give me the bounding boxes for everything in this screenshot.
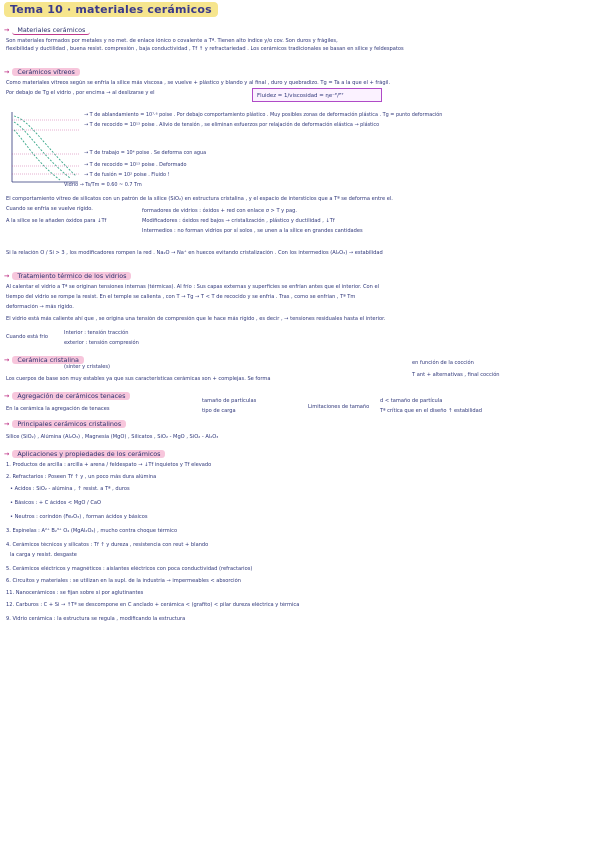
brace-text: T ant + alternativas , final cocción [412, 372, 500, 378]
text-line: Cuando está frío [6, 334, 49, 340]
brace-text: formadores de vidrios : óxidos + red con enlace σ > T y pag. [142, 208, 298, 214]
graph-curve [14, 116, 76, 176]
text-line: El vidrio está más caliente ahí que , se origina una tensión de compresión que le hace más rígido , es decir , → tensiones residuales hasta el interior. [6, 316, 386, 322]
list-item: • Básicos : + C ácidos < MgO / CaO [10, 500, 102, 506]
list-item: 6. Circuitos y materiales : se utilizan en la supl. de la industria → impermeables < absorción [6, 578, 241, 584]
text-line: El comportamiento vítreo de silicatos con un patrón de la sílice (SiO₂) en estructura cristalina , y el espacio de intersticios que a Tª se deforma entre el. [6, 196, 393, 202]
section-label: Materiales cerámicos [12, 26, 90, 35]
text-line: En la cerámica la agregación de tenaces [6, 406, 110, 412]
graph-label: Vidrio → Ts/Tm = 0.60 ~ 0.7 Tm [64, 182, 142, 188]
arrow-icon: → [4, 68, 10, 76]
list-item: 3. Espinelas : A²⁺ B₂³⁺ O₄ (MgAl₂O₄) , mucho contra choque térmico [6, 528, 178, 534]
brace-text: tipo de carga [202, 408, 236, 414]
list-item: 11. Nanocerámicos : se fijan sobre sí por aglutinantes [6, 590, 144, 596]
brace-text: (sinter y cristales) [64, 364, 111, 370]
list-item: 5. Cerámicos eléctricos y magnéticos : aislantes eléctricos con poca conductividad (refractarios) [6, 566, 253, 572]
graph-curve [14, 122, 70, 178]
arrow-icon: → [4, 272, 10, 280]
text-line: Al calentar el vidrio a Tª se originan tensiones internas (térmicas). Al frío : Sus capas externas y superficies se enfrían antes que el interior. Con el [6, 284, 380, 290]
list-item: • Neutros : corindón (Fe₂O₃) , forman ácidos y básicos [10, 514, 148, 520]
text-line: Cuando se enfría se vuelve rígido. [6, 206, 93, 212]
section-tratamiento-termico [4, 272, 135, 280]
section-agregacion [4, 392, 134, 400]
arrow-icon: → [4, 356, 10, 364]
graph-label: → T de recocido = 10¹³ poise . Alivio de tensión , se eliminan esfuerzos por relajación de deformación elástica → plástico [84, 122, 380, 128]
brace-text: Modificadores : óxidos red bajos → cristalización , plástico y ductilidad , ↓Tf [142, 218, 335, 224]
list-item: 2. Refractarios : Poseen Tf ↑ y , un poco más dura alúmina [6, 474, 157, 480]
viscosity-graph [10, 110, 80, 184]
section-label: Agregación de cerámicos tenaces [12, 392, 130, 400]
arrow-icon: → [4, 392, 10, 400]
brace-text: tamaño de partículas [202, 398, 257, 404]
list-item: 1. Productos de arcilla : arcilla + arena / feldespato → ↓Tf inquietos y Tf elevado [6, 462, 212, 468]
section-principales-cristalinos [4, 420, 130, 428]
brace-text: d < tamaño de partícula [380, 398, 443, 404]
section-aplicaciones [4, 450, 169, 458]
page-title: Tema 10 · materiales cerámicos [4, 2, 218, 17]
list-item: 9. Vidrio cerámica : la estructura se regula , modificando la estructura [6, 616, 186, 622]
graph-curve [14, 130, 60, 180]
brace-text: Interior : tensión tracción [64, 330, 129, 336]
list-item: • Ácidos : SiO₂ - alúmina , ↑ resist. a Tª , duros [10, 486, 130, 492]
list-item: la carga y resist. desgaste [10, 552, 77, 558]
fluidity-equation-box: Fluidez = 1/viscosidad = ηe⁻ᴱ/ᴿᵀ [252, 88, 382, 102]
text-line: Los cuerpos de base son muy estables ya que sus características cerámicas son + complejas. Se forma [6, 376, 271, 382]
text-line: flexibilidad y ductilidad , buena resist. compresión , baja conductividad , Tf ↑ y refractariedad . Los cerámicos tradicionales se basan en sílice y feldespatos [6, 46, 404, 52]
text-line: Son materiales formados por metales y no met. de enlace iónico o covalente a Tª. Tienen alto índice y/o cov. Son duros y frágiles, [6, 38, 338, 44]
text-line: Sílice (SiO₂) , Alúmina (Al₂O₃) , Magnesia (MgO) , Silicatos , SiO₂ - MgO , SiO₂ - Al₂O₃ [6, 434, 219, 440]
graph-label: → T de recocido = 10¹³ poise . Deformado [84, 162, 187, 168]
arrow-icon: → [4, 450, 10, 458]
brace-text: Limitaciones de tamaño [308, 404, 370, 410]
section-ceramicos-vitreos [4, 68, 84, 76]
text-line: Por debajo de Tg el vidrio , por encima → al deslizarse y el [6, 90, 155, 96]
brace-text: exterior : tensión compresión [64, 340, 139, 346]
brace-text: Intermedios : no forman vidrios por sí solos , se unen a la sílice en grandes cantidades [142, 228, 363, 234]
text-line: deformación → más rígido. [6, 304, 74, 310]
list-item: 12. Carburos : C + Si → ↑Tª se descompone en C anclado + cerámica < (grafito) < pilar dureza eléctrica y térmica [6, 602, 300, 608]
section-label: Tratamiento térmico de los vidrios [12, 272, 131, 280]
text-line: Si la relación O / Si > 3 , los modificadores rompen la red . Na₂O → Na⁺ en huecos evitando cristalización . Con los intermedios (Al₂O₃) → estabilidad [6, 250, 383, 256]
section-materiales-ceramicos [4, 26, 94, 34]
arrow-icon: → [4, 420, 10, 428]
graph-label: → T de ablandamiento = 10⁷·⁶ poise . Por debajo comportamiento plástico . Muy posibles zonas de deformación plástica . Tg = punto deformación [84, 112, 443, 118]
brace-text: en función de la cocción [412, 360, 474, 366]
graph-label: → T de trabajo = 10⁴ poise . Se deforma con agua [84, 150, 207, 156]
list-item: 4. Cerámicos técnicos y silicatos : Tf ↑ y dureza , resistencia con reut + blando [6, 542, 209, 548]
arrow-icon: → [4, 26, 10, 34]
section-ceramica-cristalina [4, 356, 88, 364]
brace-text: Tª crítica que en el diseño ↑ estabilidad [380, 408, 483, 414]
section-label: Cerámica cristalina [12, 356, 84, 364]
section-label: Principales cerámicos cristalinos [12, 420, 126, 428]
text-line: tiempo del vidrio se rompe la resist. En el temple se calienta , con T → Tg → T < T de recocido y se enfría . Tras , como se enfrían , Tª Tm [6, 294, 356, 300]
section-label: Cerámicos vítreos [12, 68, 79, 76]
section-label: Aplicaciones y propiedades de los cerámicos [12, 450, 165, 458]
text-line: A la sílice se le añaden óxidos para ↓Tf [6, 218, 107, 224]
text-line: Como materiales vítreos según se enfría la sílice más viscosa , se vuelve + plástico y blando y al final , duro y quebradizo. Tg = Ta a la que el + frágil. [6, 80, 391, 86]
graph-label: → T de fusión = 10² poise . Fluido ! [84, 172, 170, 178]
